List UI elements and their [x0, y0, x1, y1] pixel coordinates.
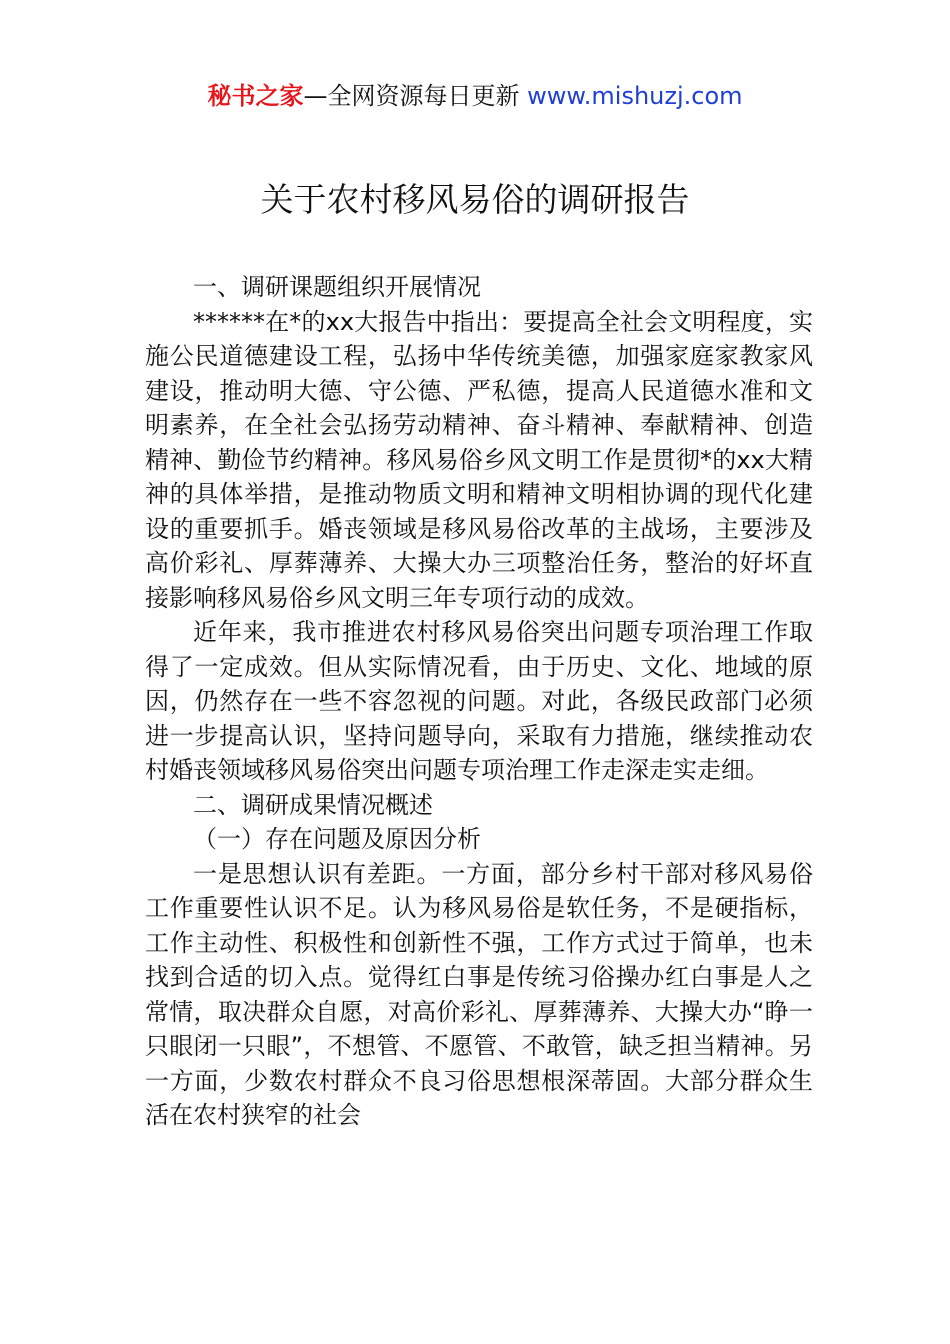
document-title: 关于农村移风易俗的调研报告	[260, 180, 690, 219]
body-paragraph: 一是思想认识有差距。一方面，部分乡村干部对移风易俗工作重要性认识不足。认为移风易俗是软任务，不是硬指标，工作主动性、积极性和创新性不强，工作方式过于简单，也未找到合适的切入点。觉得红白事是传统习俗操办红白事是人之常情，取决群众自愿，对高价彩礼、厚葬薄养、大操大办“睁一只眼闭一只眼”，不想管、不愿管、不敢管，缺乏担当精神。另一方面，少数农村群众不良习俗思想根深蒂固。大部分群众生活在农村狭窄的社会	[145, 859, 813, 1129]
section-heading-2: 二、调研成果情况概述	[193, 790, 433, 819]
site-header	[0, 80, 950, 112]
brand-name: 秘书之家	[207, 82, 304, 110]
body-paragraph: 近年来，我市推进农村移风易俗突出问题专项治理工作取得了一定成效。但从实际情况看，由于历史、文化、地域的原因，仍然存在一些不容忽视的问题。对此，各级民政部门必须进一步提高认识，坚持问题导向，采取有力措施，继续推动农村婚丧领域移风易俗突出问题专项治理工作走深走实走细。	[145, 618, 813, 784]
site-url-link[interactable]: www.mishuzj.com	[527, 82, 743, 110]
document-body	[145, 270, 813, 1133]
subsection-heading: （一）存在问题及原因分析	[193, 825, 481, 853]
body-paragraph: ******在*的xx大报告中指出：要提高全社会文明程度，实施公民道德建设工程，弘扬中华传统美德，加强家庭家教家风建设，推动明大德、守公德、严私德，提高人民道德水准和文明素养，在全社会弘扬劳动精神、奋斗精神、奉献精神、创造精神、勤俭节约精神。移风易俗乡风文明工作是贯彻*的xx大精神的具体举措，是推动物质文明和精神文明相协调的现代化建设的重要抓手。婚丧领域是移风易俗改革的主战场，主要涉及高价彩礼、厚葬薄养、大操大办三项整治任务，整治的好坏直接影响移风易俗乡风文明三年专项行动的成效。	[145, 307, 813, 612]
header-slogan: —全网资源每日更新	[303, 82, 520, 110]
section-heading-1: 一、调研课题组织开展情况	[193, 273, 481, 301]
